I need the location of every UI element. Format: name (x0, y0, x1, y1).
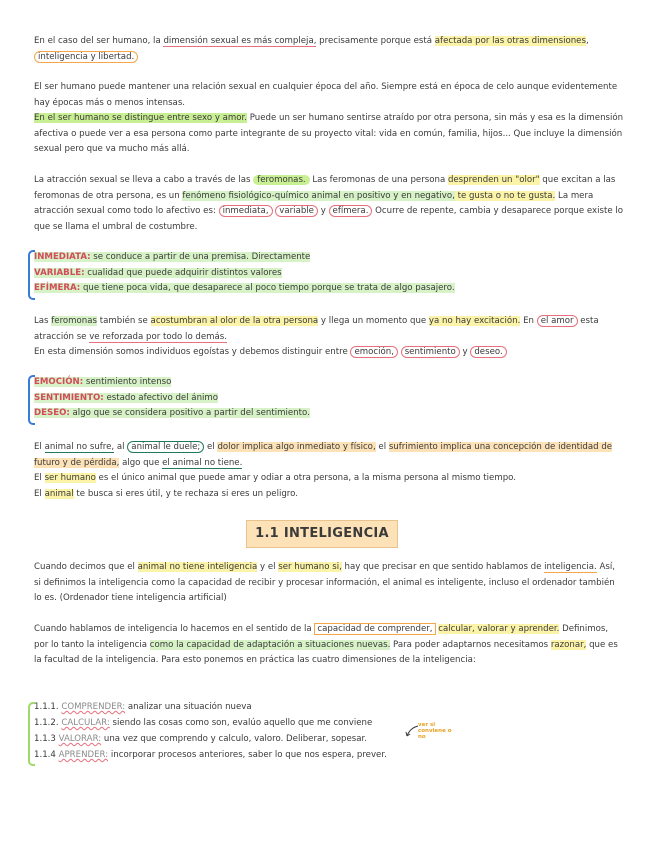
section-title: 1.1 INTELIGENCIA (246, 520, 398, 548)
paragraph-7: Cuando decimos que el animal no tiene inteligencia y el ser humano si, hay que precisar en que sentido hablamos de inteligencia. Así, si definimos la inteligencia como la capacidad de recibir y procesar información, el animal es inteligente, incluso el ordenador también lo es. (Ordenador tiene inteligencia artificial) (34, 562, 615, 604)
paragraph-8: Cuando hablamos de inteligencia lo hacemos en el sentido de la capacidad de comprender, calcular, valorar y aprender. Definimos, por lo tanto la inteligencia como la capacidad de adaptación a situaciones nuevas. Para poder adaptarnos necesitamos razonar, que es la facultad de la inteligencia. Para esto ponemos en práctica las cuatro dimensiones de la inteligencia: (34, 624, 618, 666)
circle-efimera: efímera. (329, 205, 373, 217)
highlight-feromonas-2: feromonas (51, 316, 97, 326)
highlight-affected: afectada por las otras dimensiones (434, 36, 586, 46)
def-inmediata: INMEDIATA: se conduce a partir de una premisa. Directamente (34, 252, 311, 262)
list-item-1: 1.1.1. COMPRENDER: analizar una situación nueva (34, 702, 252, 712)
def-efimera: EFÍMERA: que tiene poca vida, que desaparece al poco tiempo porque se trata de algo pasajero. (34, 283, 455, 294)
highlight-sex-love: En el ser humano se distingue entre sexo y amor. (34, 113, 248, 123)
list-item-4: 1.1.4 APRENDER: incorporar procesos anteriores, saber lo que nos espera, prever. (34, 750, 387, 760)
circle-emocion: emoción, (350, 346, 397, 358)
definitions-1 (34, 250, 624, 297)
def-emocion: EMOCIÓN: sentimiento intenso (34, 377, 172, 387)
circle-sentimiento: sentimiento (401, 346, 460, 358)
highlight-fenomeno: fenómeno fisiológico-químico animal en positivo y en negativo, (182, 190, 455, 201)
box-capacidad: capacidad de comprender, (314, 623, 435, 635)
circle-intelligence-freedom: inteligencia y libertad. (34, 51, 138, 63)
circle-animal-duele: animal le duele; (127, 441, 204, 453)
circle-el-amor: el amor (537, 315, 578, 327)
highlight-olor: desprenden un "olor" (447, 175, 540, 185)
circle-inmediata: inmediata, (219, 205, 273, 217)
def-variable: VARIABLE: cualidad que puede adquirir distintos valores (34, 267, 282, 278)
def-sentimiento: SENTIMIENTO: estado afectivo del ánimo (34, 392, 219, 403)
list-item-2: 1.1.2. CALCULAR: siendo las cosas como son, evalúo aquello que me conviene (34, 718, 373, 728)
def-deseo: DESEO: algo que se considera positivo a partir del sentimiento. (34, 408, 310, 419)
paragraph-5: Las feromonas también se acostumbran al olor de la otra persona y llega un momento que ya no hay excitación. En el amor esta atracción se ve reforzada por todo lo demás. En esta dimensión somos individuos egoístas y debemos distinguir entre emoción, sentimiento y deseo. (34, 316, 599, 358)
paragraph-2: El ser humano puede mantener una relación sexual en cualquier época del año. Siempre está en época de celo aunque evidentemente hay épocas más o menos intensas. (34, 82, 618, 108)
circle-deseo: deseo. (470, 346, 506, 358)
circle-variable: variable (275, 205, 318, 217)
paragraph-4: La atracción sexual se lleva a cabo a través de las feromonas. Las feromonas de una persona desprenden un "olor" que excitan a las feromonas de otra persona, es un fenómeno fisiológico-químico animal en positivo y en negativo, te gusta o no te gusta. La mera atracción sexual como todo lo afectivo es: inmediata, variable y efímera. Ocurre de repente, cambia y desaparece porque existe lo que se llama el umbral de costumbre. (34, 175, 623, 232)
paragraph-3: En el ser humano se distingue entre sexo y amor. Puede un ser humano sentirse atraído por otra persona, sin más y esa es la dimensión afectiva o puede ver a esa persona como parte integrante de su proyecto vital: vida en común, familia, hijos... Que incluye la dimensión sexual pero que va mucho más allá. (34, 113, 624, 155)
list-item-3: 1.1.3 VALORAR: una vez que comprendo y calculo, valoro. Deliberar, sopesar. (34, 734, 367, 744)
paragraph-1: En el caso del ser humano, la dimensión sexual es más compleja, precisamente porque está afectada por las otras dimensiones, inteligencia y libertad. (34, 36, 589, 62)
definitions-2 (34, 375, 624, 422)
margin-note: ver si conviene o no (418, 722, 452, 740)
highlight-sexual-complexity: dimensión sexual es más compleja, (163, 36, 317, 46)
paragraph-6: El animal no sufre, al animal le duele; el dolor implica algo inmediato y físico, el sufrimiento implica una concepción de identidad de futuro y de pérdida, algo que el animal no tiene. El ser humano es el único animal que puede amar y odiar a otra persona, a la misma persona al mismo tiempo. El animal te busca si eres útil, y te rechaza si eres un peligro. (34, 442, 613, 499)
circle-feromonas: feromonas. (253, 175, 309, 185)
